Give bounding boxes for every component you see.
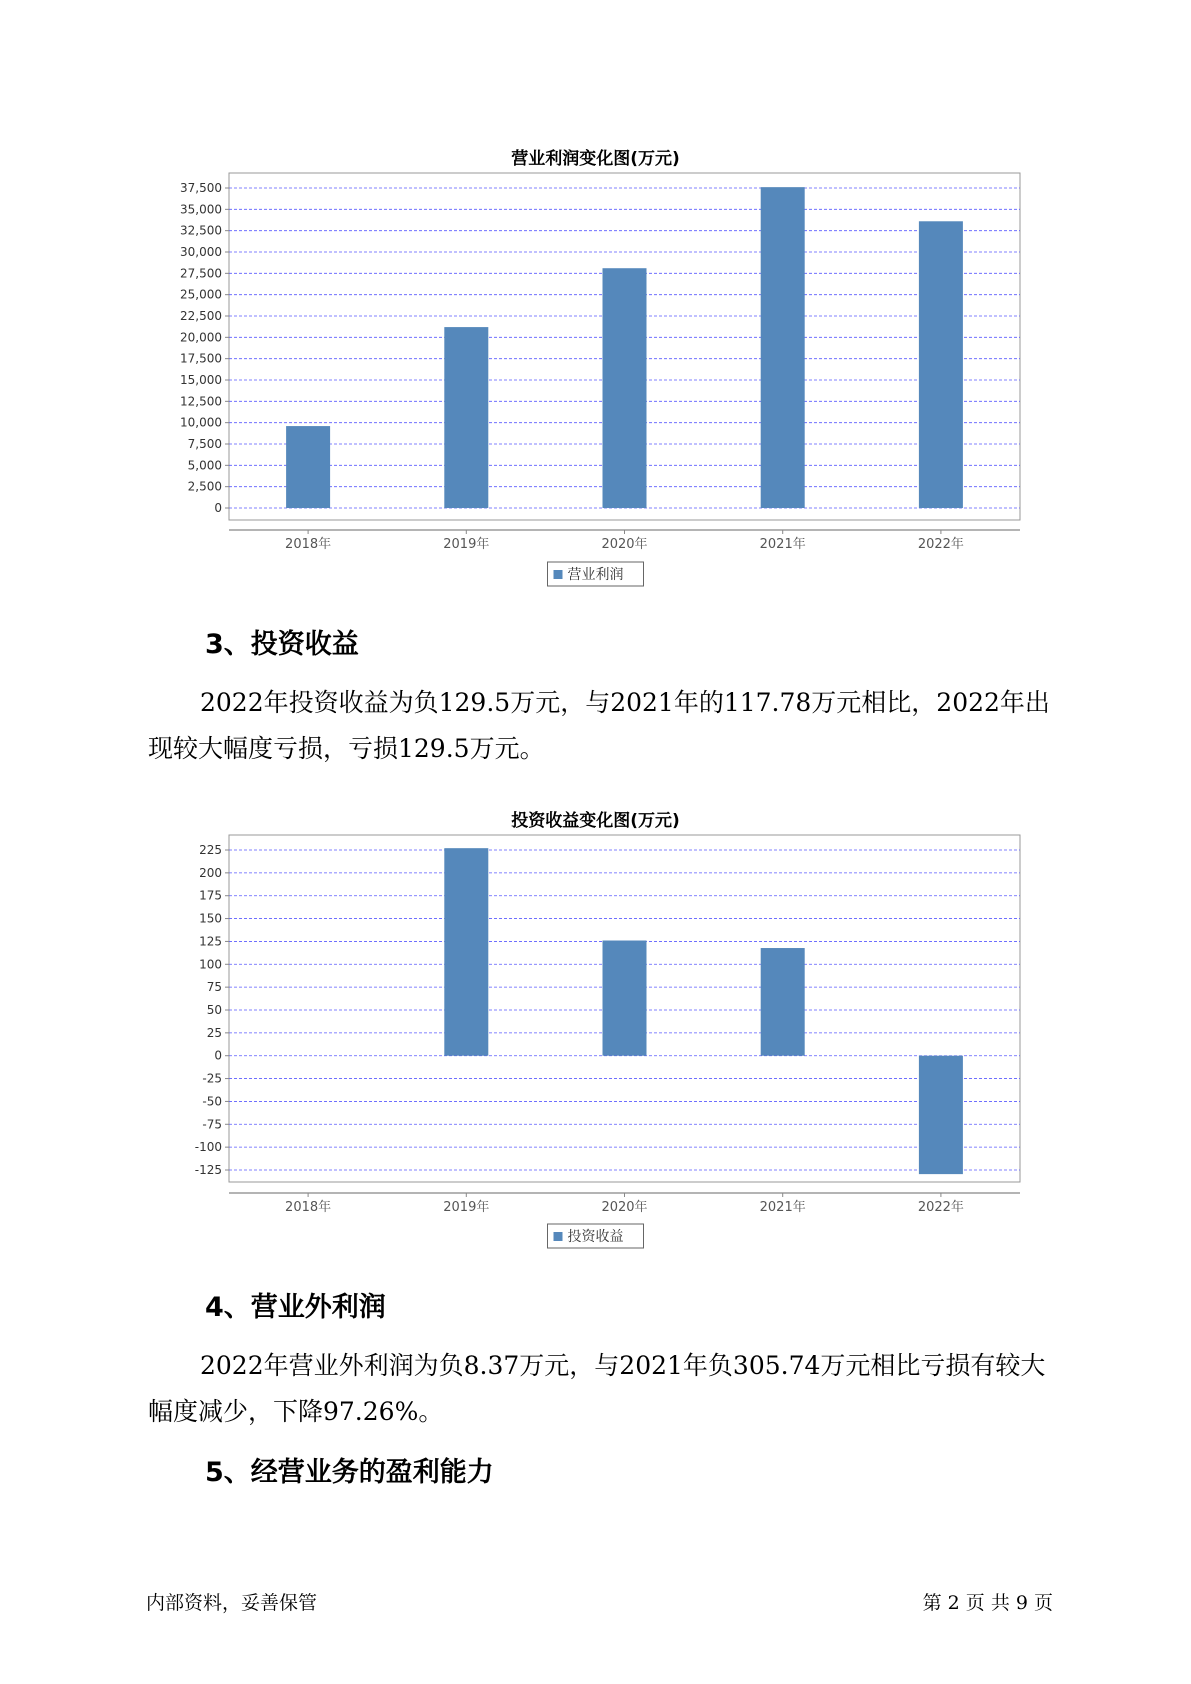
y-tick-label: 22,500 <box>180 309 222 323</box>
y-tick-label: 15,000 <box>180 373 222 387</box>
legend-label: 投资收益 <box>567 1229 624 1245</box>
y-tick-label: 20,000 <box>180 330 222 345</box>
operating-profit-chart <box>0 130 1191 590</box>
y-tick-label: 10,000 <box>180 415 222 430</box>
y-tick-label: -25 <box>202 1071 222 1086</box>
bar <box>919 1056 963 1174</box>
y-tick-label: 32,500 <box>180 223 222 238</box>
legend-swatch <box>554 570 563 579</box>
y-tick-label: 30,000 <box>180 245 222 259</box>
y-tick-label: 100 <box>199 957 222 972</box>
y-tick-label: 27,500 <box>180 266 222 281</box>
y-tick-label: 2,500 <box>187 479 222 494</box>
section-4-paragraph <box>148 1343 1068 1435</box>
bar <box>444 848 488 1056</box>
y-tick-label: 50 <box>206 1003 222 1017</box>
x-tick-label: 2020年 <box>601 1200 648 1215</box>
section-5-heading: 5、经营业务的盈利能力 <box>205 1457 494 1488</box>
bar <box>603 268 647 508</box>
y-tick-label: 200 <box>199 865 222 880</box>
y-tick-label: 5,000 <box>187 458 222 473</box>
x-tick-label: 2022年 <box>917 537 964 552</box>
y-tick-label: 12,500 <box>180 394 222 409</box>
y-tick-label: -50 <box>202 1094 222 1109</box>
investment-income-chart <box>0 792 1191 1252</box>
y-tick-label: 75 <box>206 980 222 995</box>
y-tick-label: 35,000 <box>180 202 222 217</box>
x-tick-label: 2019年 <box>443 1200 490 1215</box>
x-tick-label: 2018年 <box>285 1200 332 1215</box>
bar <box>603 941 647 1056</box>
footer-page-number: 第 2 页 共 9 页 <box>922 1592 1053 1614</box>
legend-label: 营业利润 <box>567 567 624 583</box>
y-tick-label: 37,500 <box>180 181 222 195</box>
section-3-text: 2022年投资收益为负129.5万元，与2021年的117.78万元相比，2022年出现较大幅度亏损，亏损129.5万元。 <box>148 688 1050 763</box>
bar <box>761 187 805 508</box>
footer-confidential-note: 内部资料，妥善保管 <box>146 1592 318 1614</box>
section-3-heading: 3、投资收益 <box>205 629 359 660</box>
y-tick-label: -125 <box>194 1163 222 1177</box>
y-tick-label: 0 <box>214 1048 222 1063</box>
section-4-text: 2022年营业外利润为负8.37万元，与2021年负305.74万元相比亏损有较大幅度减少，下降97.26%。 <box>148 1351 1046 1426</box>
y-tick-label: 7,500 <box>187 437 222 451</box>
x-tick-label: 2019年 <box>443 537 490 552</box>
y-tick-label: 125 <box>199 934 222 949</box>
x-tick-label: 2018年 <box>285 537 332 552</box>
y-tick-label: 175 <box>199 888 222 903</box>
y-tick-label: 17,500 <box>180 351 222 366</box>
x-tick-label: 2021年 <box>759 1200 806 1215</box>
y-tick-label: 0 <box>214 501 222 515</box>
section-4-heading: 4、营业外利润 <box>205 1292 386 1323</box>
bar <box>919 221 963 508</box>
bar <box>286 426 330 508</box>
bar <box>761 948 805 1056</box>
y-tick-label: 25 <box>206 1025 222 1040</box>
x-tick-label: 2020年 <box>601 537 648 552</box>
y-tick-label: 225 <box>199 843 222 857</box>
x-tick-label: 2021年 <box>759 537 806 552</box>
chart2-title: 投资收益变化图(万元) <box>511 811 680 831</box>
section-3-paragraph <box>148 680 1068 772</box>
bar <box>444 327 488 508</box>
y-tick-label: 25,000 <box>180 287 222 302</box>
chart1-title: 营业利润变化图(万元) <box>511 149 680 169</box>
x-tick-label: 2022年 <box>917 1200 964 1215</box>
y-tick-label: 150 <box>199 911 222 926</box>
legend-swatch <box>554 1232 563 1241</box>
y-tick-label: -75 <box>202 1117 222 1132</box>
y-tick-label: -100 <box>194 1140 222 1155</box>
